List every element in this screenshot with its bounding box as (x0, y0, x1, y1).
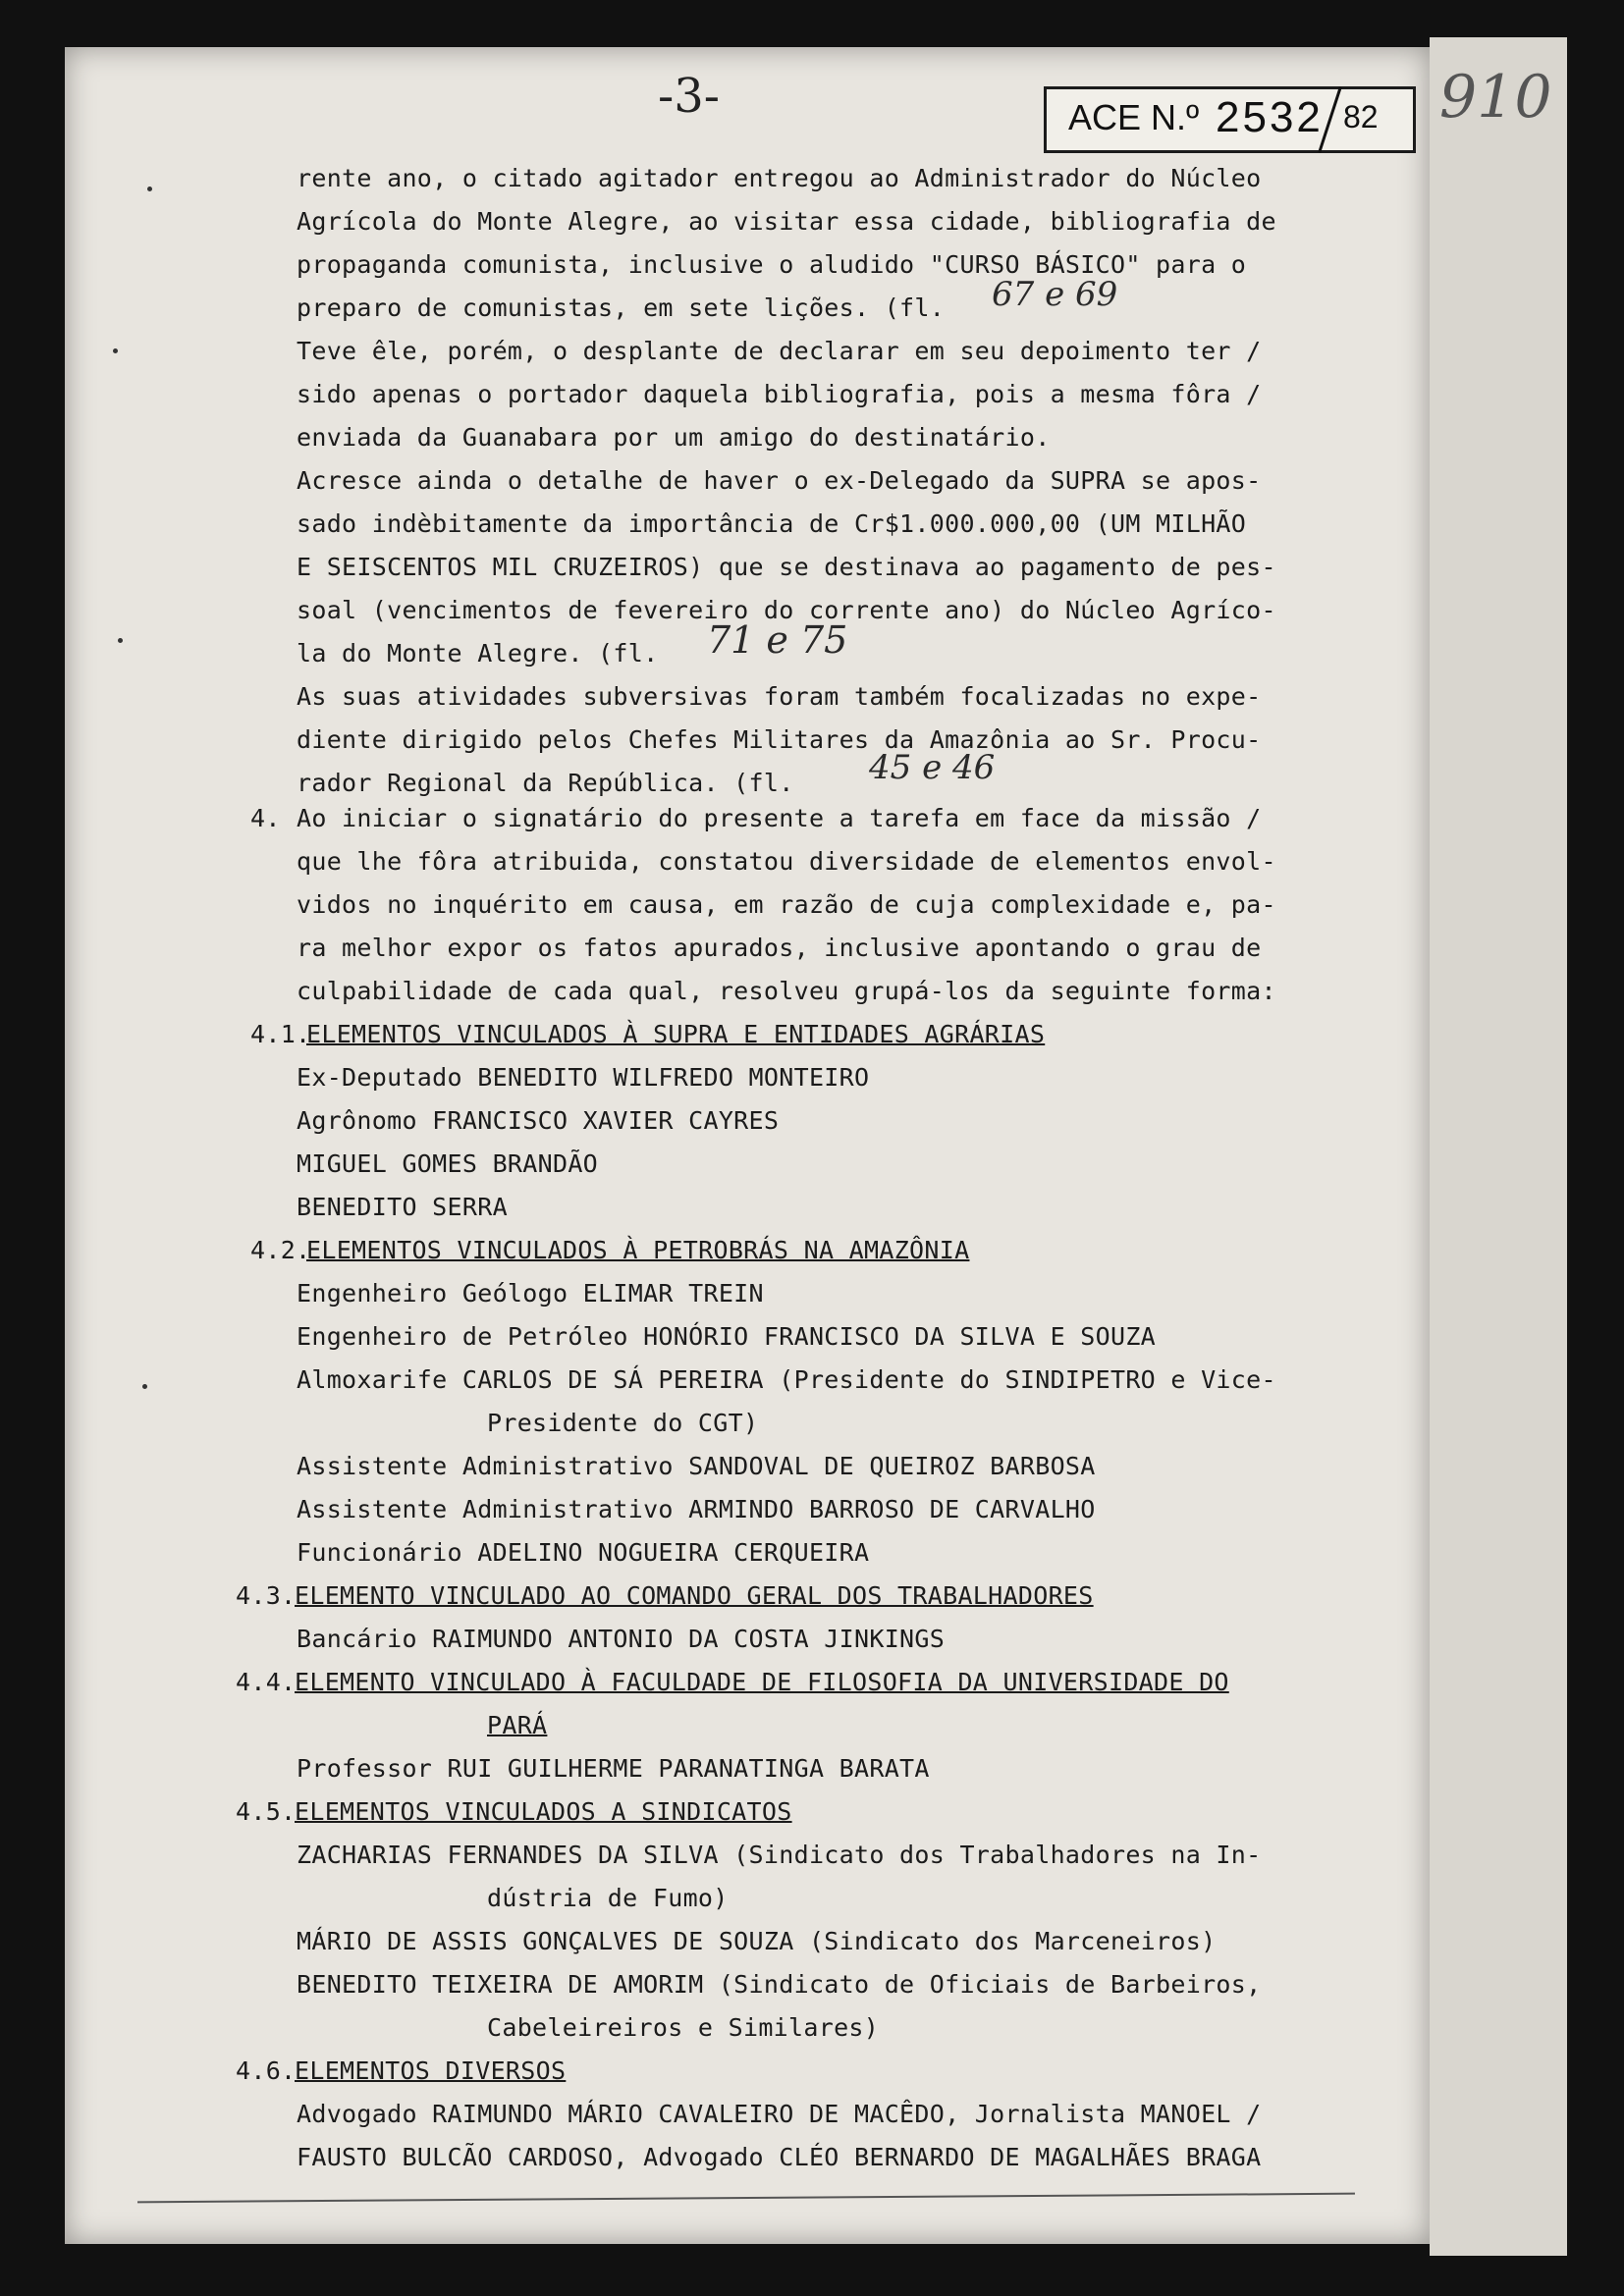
body-line: Teve êle, porém, o desplante de declarar em seu depoimento ter / (297, 337, 1262, 365)
group-line: Assistente Administrativo SANDOVAL DE QUEIROZ BARBOSA (297, 1452, 1096, 1480)
group-title: ELEMENTO VINCULADO À FACULDADE DE FILOSOFIA DA UNIVERSIDADE DO (295, 1668, 1229, 1696)
body-line: sado indèbitamente da importância de Cr$1.000.000,00 (UM MILHÃO (297, 509, 1247, 538)
handwritten-ref: 45 e 46 (869, 748, 996, 787)
section-line: que lhe fôra atribuida, constatou diversidade de elementos envol- (297, 847, 1276, 876)
group-line: Cabeleireiros e Similares) (487, 2013, 880, 2042)
group-line: Presidente do CGT) (487, 1409, 759, 1437)
body-line: Acresce ainda o detalhe de haver o ex-Delegado da SUPRA se apos- (297, 466, 1262, 495)
group-line: Agrônomo FRANCISCO XAVIER CAYRES (297, 1106, 780, 1135)
section-line: culpabilidade de cada qual, resolveu grupá-los da seguinte forma: (297, 977, 1276, 1005)
body-line: As suas atividades subversivas foram também focalizadas no expe- (297, 682, 1262, 711)
group-title: ELEMENTOS VINCULADOS À PETROBRÁS NA AMAZÔNIA (306, 1236, 970, 1264)
group-title: ELEMENTOS DIVERSOS (295, 2056, 567, 2085)
group-line: Ex-Deputado BENEDITO WILFREDO MONTEIRO (297, 1063, 870, 1092)
margin-speck (113, 348, 118, 353)
group-line: BENEDITO SERRA (297, 1193, 508, 1221)
body-line: propaganda comunista, inclusive o aludido "CURSO BÁSICO" para o (297, 250, 1247, 279)
group-number: 4.6. (236, 2056, 297, 2085)
adjacent-page-edge (1430, 37, 1567, 2256)
group-title: ELEMENTO VINCULADO AO COMANDO GERAL DOS TRABALHADORES (295, 1581, 1094, 1610)
page-number: -3- (658, 69, 720, 124)
body-line: rente ano, o citado agitador entregou ao Administrador do Núcleo (297, 164, 1262, 192)
group-line: Professor RUI GUILHERME PARANATINGA BARATA (297, 1754, 930, 1783)
group-line: MÁRIO DE ASSIS GONÇALVES DE SOUZA (Sindicato dos Marceneiros) (297, 1927, 1217, 1955)
group-line: Advogado RAIMUNDO MÁRIO CAVALEIRO DE MACÊDO, Jornalista MANOEL / (297, 2100, 1262, 2128)
ace-stamp (1044, 86, 1416, 153)
group-line: Almoxarife CARLOS DE SÁ PEREIRA (Presidente do SINDIPETRO e Vice- (297, 1365, 1276, 1394)
group-line: dústria de Fumo) (487, 1884, 729, 1912)
group-number: 4.3. (236, 1581, 297, 1610)
section-line: vidos no inquérito em causa, em razão de cuja complexidade e, pa- (297, 890, 1276, 919)
margin-speck (118, 638, 123, 643)
section-line: ra melhor expor os fatos apurados, inclusive apontando o grau de (297, 934, 1262, 962)
body-line: preparo de comunistas, em sete lições. (fl. (297, 294, 946, 322)
group-number: 4.5. (236, 1797, 297, 1826)
body-line: soal (vencimentos de fevereiro do corrente ano) do Núcleo Agríco- (297, 596, 1276, 624)
group-line: BENEDITO TEIXEIRA DE AMORIM (Sindicato de Oficiais de Barbeiros, (297, 1970, 1262, 1999)
group-line: Bancário RAIMUNDO ANTONIO DA COSTA JINKINGS (297, 1625, 946, 1653)
body-line: sido apenas o portador daquela bibliografia, pois a mesma fôra / (297, 380, 1262, 408)
body-line: Agrícola do Monte Alegre, ao visitar essa cidade, bibliografia de (297, 207, 1276, 236)
group-line: FAUSTO BULCÃO CARDOSO, Advogado CLÉO BERNARDO DE MAGALHÃES BRAGA (297, 2143, 1262, 2171)
margin-speck (142, 1384, 147, 1389)
body-line: rador Regional da República. (fl. (297, 769, 794, 797)
body-line: enviada da Guanabara por um amigo do destinatário. (297, 423, 1051, 452)
group-title-continued: PARÁ (487, 1711, 548, 1739)
group-number: 4.2. (250, 1236, 311, 1264)
body-line: diente dirigido pelos Chefes Militares da Amazônia ao Sr. Procu- (297, 725, 1262, 754)
section-line: Ao iniciar o signatário do presente a tarefa em face da missão / (297, 804, 1262, 832)
group-line: Engenheiro Geólogo ELIMAR TREIN (297, 1279, 764, 1308)
handwritten-ref: 67 e 69 (992, 275, 1118, 314)
group-line: ZACHARIAS FERNANDES DA SILVA (Sindicato dos Trabalhadores na In- (297, 1841, 1262, 1869)
body-line: E SEISCENTOS MIL CRUZEIROS) que se destinava ao pagamento de pes- (297, 553, 1276, 581)
group-title: ELEMENTOS VINCULADOS À SUPRA E ENTIDADES AGRÁRIAS (306, 1020, 1046, 1048)
ace-stamp-number: 2532 (1216, 93, 1324, 141)
group-title: ELEMENTOS VINCULADOS A SINDICATOS (295, 1797, 792, 1826)
group-number: 4.4. (236, 1668, 297, 1696)
group-line: Engenheiro de Petróleo HONÓRIO FRANCISCO DA SILVA E SOUZA (297, 1322, 1157, 1351)
ace-stamp-year: 82 (1343, 99, 1379, 134)
section-number: 4. (250, 804, 281, 832)
handwritten-ref: 71 e 75 (707, 618, 848, 662)
group-line: Assistente Administrativo ARMINDO BARROSO DE CARVALHO (297, 1495, 1096, 1523)
margin-speck (147, 187, 152, 191)
folio-handwritten: 910 (1439, 63, 1552, 132)
group-line: MIGUEL GOMES BRANDÃO (297, 1149, 599, 1178)
ace-stamp-label: ACE N.º (1068, 97, 1200, 137)
group-line: Funcionário ADELINO NOGUEIRA CERQUEIRA (297, 1538, 870, 1567)
body-line: la do Monte Alegre. (fl. (297, 639, 659, 667)
group-number: 4.1. (250, 1020, 311, 1048)
